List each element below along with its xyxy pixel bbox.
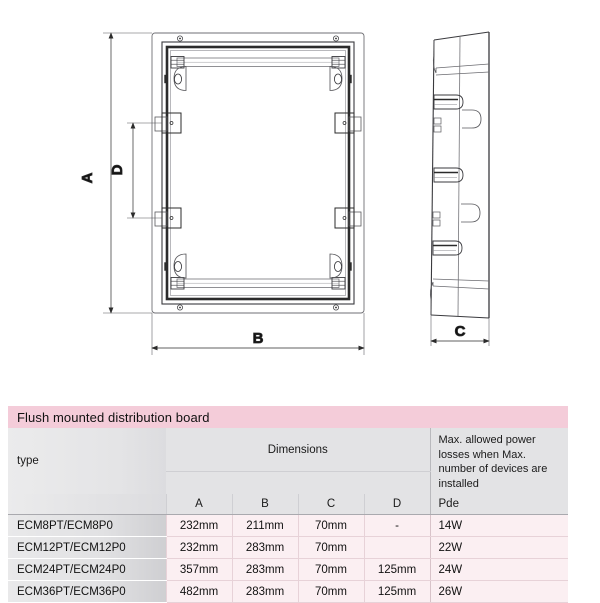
table-row	[8, 559, 568, 581]
dimension-label-c: C	[454, 323, 466, 340]
header-sub-c: C	[298, 494, 364, 515]
dimension-label-b: B	[252, 330, 264, 347]
cell-c: 70mm	[298, 515, 364, 537]
table-row	[8, 537, 568, 559]
cell-type: ECM12PT/ECM12P0	[8, 537, 166, 559]
cell-pde: 26W	[430, 581, 568, 603]
specification-table	[8, 406, 568, 603]
cell-c: 70mm	[298, 581, 364, 603]
table-title: Flush mounted distribution board	[8, 406, 568, 428]
header-sub-type-blank	[8, 494, 166, 515]
side-rail-profile-top	[434, 95, 463, 109]
cell-a: 357mm	[166, 559, 232, 581]
dimension-label-d: D	[109, 164, 126, 176]
cell-d	[364, 537, 430, 559]
front-cavity-wall	[167, 47, 349, 299]
cell-type: ECM36PT/ECM36P0	[8, 581, 166, 603]
cell-b: 211mm	[232, 515, 298, 537]
table-header-row-sub	[8, 494, 568, 515]
din-rail-bottom	[171, 278, 345, 290]
table-title-row	[8, 406, 568, 428]
table-row	[8, 581, 568, 603]
dimension-d	[127, 123, 162, 218]
header-sub-a: A	[166, 494, 232, 515]
header-sub-d: D	[364, 494, 430, 515]
header-dimensions-group: Dimensions	[166, 428, 430, 472]
cell-d: 125mm	[364, 581, 430, 603]
side-knockouts	[461, 110, 481, 222]
cell-c: 70mm	[298, 537, 364, 559]
side-view-group	[430, 32, 489, 318]
front-corner-screws	[177, 36, 338, 310]
cell-b: 283mm	[232, 559, 298, 581]
front-outer-flange	[152, 33, 364, 313]
cell-b: 283mm	[232, 581, 298, 603]
cell-a: 482mm	[166, 581, 232, 603]
header-spacer	[166, 472, 430, 495]
cell-d: 125mm	[364, 559, 430, 581]
cell-a: 232mm	[166, 537, 232, 559]
front-view-group	[152, 33, 364, 313]
header-sub-b: B	[232, 494, 298, 515]
dimension-label-a: A	[79, 172, 96, 184]
front-body-outline	[162, 42, 354, 304]
table-header-row-main	[8, 428, 568, 472]
table-row	[8, 515, 568, 537]
cell-b: 283mm	[232, 537, 298, 559]
front-cavity-inner	[171, 51, 346, 296]
specification-table-container	[8, 406, 568, 603]
header-pde-description: Max. allowed power losses when Max. number of devices are installed	[430, 428, 568, 494]
header-sub-pde: Pde	[430, 494, 568, 515]
cell-type: ECM8PT/ECM8P0	[8, 515, 166, 537]
cell-pde: 24W	[430, 559, 568, 581]
cell-pde: 14W	[430, 515, 568, 537]
side-rail-profile-bottom	[433, 241, 462, 255]
header-type: type	[8, 428, 166, 494]
cell-pde: 22W	[430, 537, 568, 559]
cell-type: ECM24PT/ECM24P0	[8, 559, 166, 581]
cell-a: 232mm	[166, 515, 232, 537]
din-rail-top	[171, 57, 345, 69]
cell-c: 70mm	[298, 559, 364, 581]
cell-d: -	[364, 515, 430, 537]
